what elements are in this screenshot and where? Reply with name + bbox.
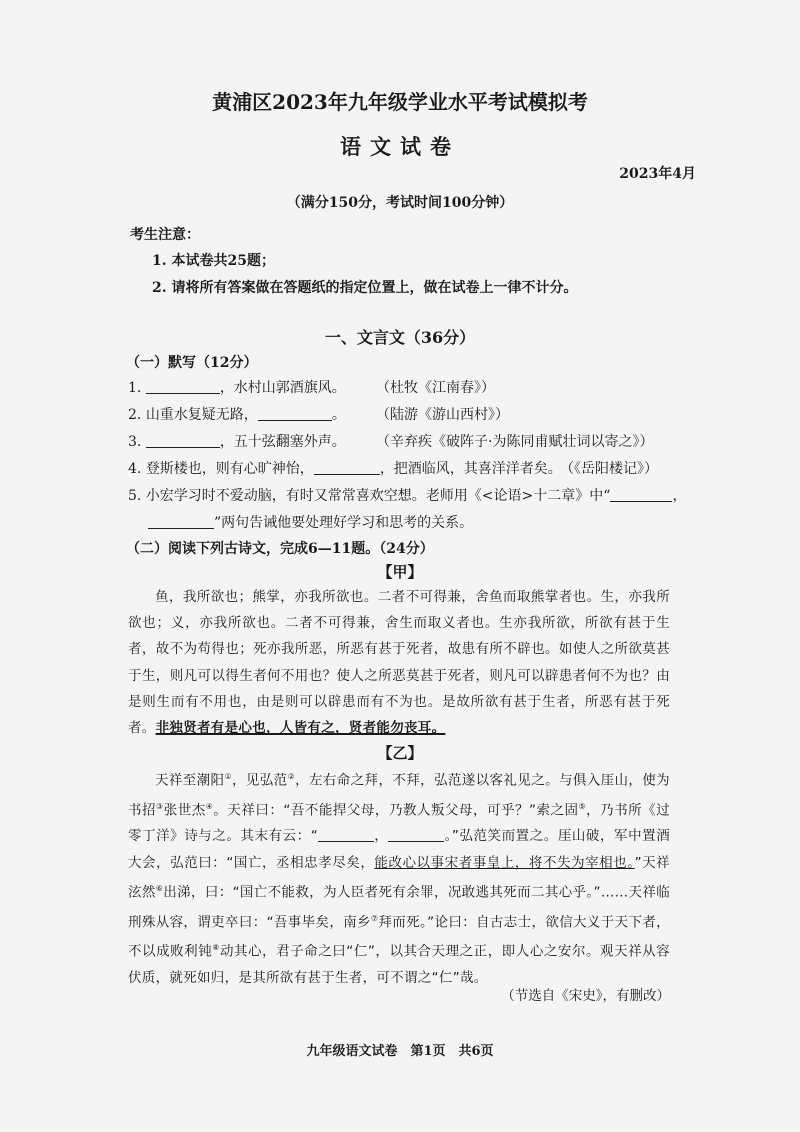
passage-a-text: 鱼，我所欲也；熊掌，亦我所欲也。二者不可得兼，舍鱼而取熊掌者也。生，亦我所欲也；义，亦我所欲也。二者不可得兼，舍生而取义者也。生亦我所欲，所欲有甚于生者，故不为苟得也；死亦我所恶，所恶有甚于死者，故患有所不辟也。如使人之所欲莫甚于生，则凡可以得生者何不用也？使人之所恶莫甚于死者，则凡可以辟患者何不为也？由是则生而有不用也，由是则可以辟患而有不为也。是故所欲有甚于生者，所恶有甚于死者。 xyxy=(128,589,670,737)
passage-b xyxy=(128,764,670,991)
part2-heading: （二）阅读下列古诗文，完成6—11题。（24分） xyxy=(126,541,434,557)
passage-b-text: 动其心，君子命之曰“仁”，以其合天理之正，即人心之安尔。观天祥从容伏质，就死如归，是其所欲有甚于生者，可不谓之“仁”哉。 xyxy=(128,943,670,986)
question-5-cont xyxy=(148,512,473,532)
passage-a-label: 【甲】 xyxy=(377,563,423,581)
part1-heading: （一）默写（12分） xyxy=(126,355,258,371)
question-text-end: 。 xyxy=(331,407,346,423)
exam-subtitle: 语文试卷 xyxy=(340,134,460,159)
poem-blank[interactable] xyxy=(318,828,374,842)
question-1-source: （杜牧《江南春》） xyxy=(376,380,495,396)
question-number: 2. xyxy=(128,407,142,423)
footnote-mark: ⑦ xyxy=(370,913,379,923)
poem-blank[interactable] xyxy=(388,828,444,842)
passage-a xyxy=(128,584,670,741)
passage-b-text: 。”弘范笑而置之。厓山破，军中置酒大会，弘范曰：“国亡，丞相忠孝尽矣， xyxy=(128,828,670,871)
notice-item-1: 1. 本试卷共25题； xyxy=(152,253,275,269)
passage-b-underlined-sentence: 能改心以事宋者事皇上，将不失为宰相也。 xyxy=(374,854,635,871)
passage-b-text: 拜而死。”论曰：自古志士，欲信大义于天下者，不以成败利钝 xyxy=(128,914,670,960)
passage-b-text: ”天祥泫然 xyxy=(128,854,670,901)
question-text: 山重水复疑无路， xyxy=(145,407,258,423)
passage-a-underlined-sentence: 非独贤者有是心也，人皆有之，贤者能勿丧耳。 xyxy=(155,720,446,737)
question-2 xyxy=(128,404,346,424)
question-text: ，水村山郭酒旗风。 xyxy=(219,380,346,396)
question-3 xyxy=(128,431,346,451)
footnote-mark: ⑤ xyxy=(578,801,587,811)
passage-b-text: 。天祥曰：“吾不能捍父母，乃教人叛父母，可乎？”索之固 xyxy=(213,802,579,819)
passage-b-text: ，乃书所《过零丁洋》诗与之。其末有云：“ xyxy=(128,802,670,845)
passage-b-source: （节选自《宋史》，有删改） xyxy=(501,988,670,1004)
question-number: 5. xyxy=(128,488,142,504)
question-4 xyxy=(128,458,562,478)
question-2-source: （陆游《游山西村》） xyxy=(376,407,509,423)
footnote-mark: ④ xyxy=(205,801,214,811)
footnote-mark: ① xyxy=(224,772,232,781)
passage-b-text: ， xyxy=(374,828,389,845)
passage-b-text: ，见弘范 xyxy=(232,772,288,789)
question-text: 小宏学习时不爱动脑，有时又常常喜欢空想。老师用《<论语>十二章》中“ xyxy=(145,488,611,504)
passage-b-label: 【乙】 xyxy=(377,744,423,762)
page-footer: 九年级语文试卷 第1页 共6页 xyxy=(306,1044,494,1059)
answer-blank[interactable] xyxy=(146,433,220,448)
question-5 xyxy=(128,485,686,505)
passage-b-text: 张世杰 xyxy=(163,802,206,819)
passage-b-text: 出涕，曰：“国亡不能救，为人臣者死有余罪，况敢逃其死而二其心乎。”……天祥临刑殊从容，谓吏卒曰：“吾事毕矣，南乡 xyxy=(128,884,671,931)
footnote-mark: ⑥ xyxy=(155,883,164,893)
notice-heading: 考生注意： xyxy=(130,227,200,243)
question-text-mid: ， xyxy=(672,488,687,504)
answer-blank[interactable] xyxy=(148,514,214,529)
answer-blank[interactable] xyxy=(146,379,220,394)
full-mark-note: （满分150分，考试时间100分钟） xyxy=(286,195,514,211)
question-text-end: ，把酒临风，其喜洋洋者矣。 xyxy=(379,461,562,477)
question-4-source: （《岳阳楼记》） xyxy=(560,461,658,477)
footnote-mark: ② xyxy=(287,772,296,781)
answer-blank[interactable] xyxy=(610,487,672,502)
question-text: ，五十弦翻塞外声。 xyxy=(219,434,346,450)
footnote-mark: ⑧ xyxy=(212,943,220,953)
question-text-end: ”两句告诫他要处理好学习和思考的关系。 xyxy=(214,515,474,531)
question-number: 1. xyxy=(128,380,142,396)
exam-title: 黄浦区2023年九年级学业水平考试模拟考 xyxy=(212,90,588,114)
question-number: 3. xyxy=(128,434,142,450)
question-3-source: （辛弃疾《破阵子·为陈同甫赋壮词以寄之》） xyxy=(376,434,654,450)
section-title: 一、文言文（36分） xyxy=(324,328,476,347)
passage-b-text: ，左右命之拜，不拜，弘范遂以客礼见之。与俱入厓山，使为书招 xyxy=(128,772,670,819)
notice-item-2: 2. 请将所有答案做在答题纸的指定位置上，做在试卷上一律不计分。 xyxy=(152,280,578,296)
answer-blank[interactable] xyxy=(314,460,380,475)
answer-blank[interactable] xyxy=(258,406,332,421)
exam-date: 2023年4月 xyxy=(619,166,696,182)
passage-b-text: 天祥至潮阳 xyxy=(155,772,225,789)
footnote-mark: ③ xyxy=(156,801,164,811)
question-number: 4. xyxy=(128,461,142,477)
question-1 xyxy=(128,377,346,397)
question-text: 登斯楼也，则有心旷神怡， xyxy=(145,461,314,477)
